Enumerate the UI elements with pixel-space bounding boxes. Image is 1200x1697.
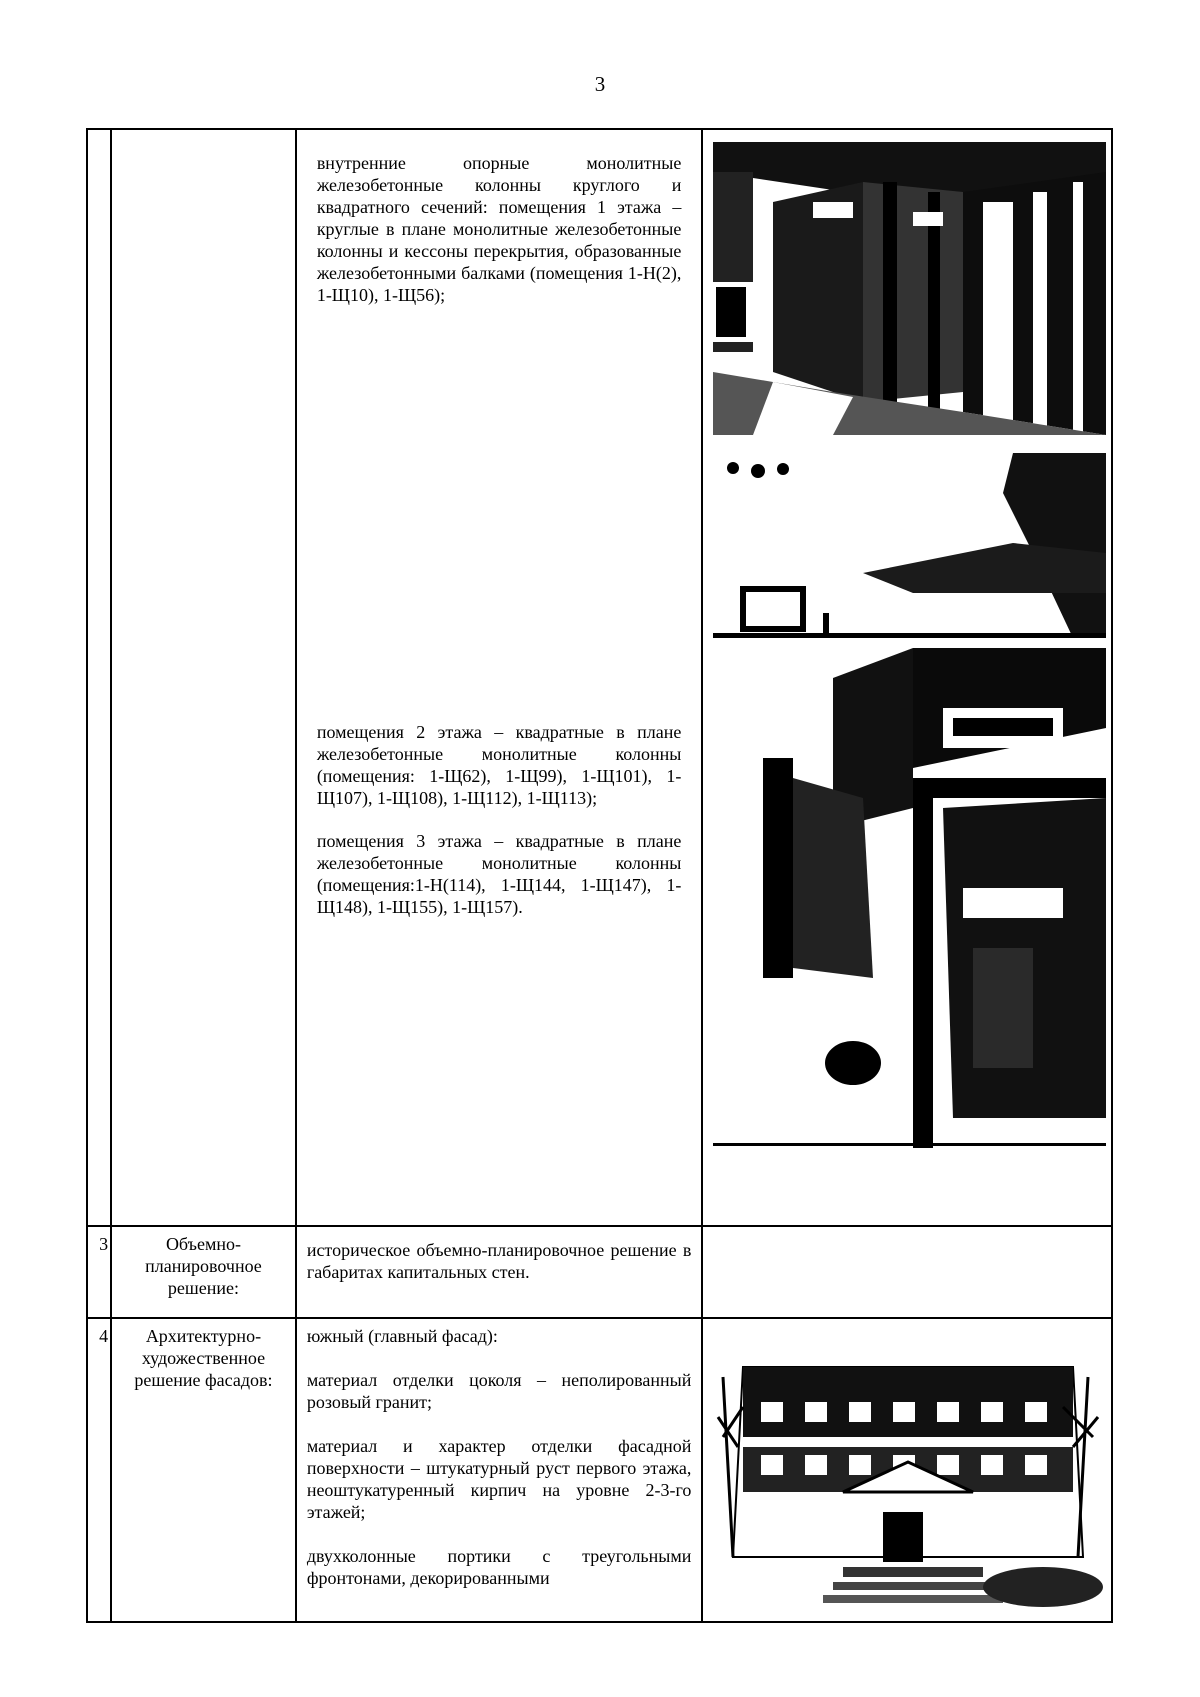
page-number: 3 (594, 72, 606, 96)
table-row (87, 1318, 1112, 1622)
row-photo-cell (702, 129, 1112, 1226)
photo-south-facade (713, 1327, 1106, 1617)
table-row (87, 129, 1112, 1226)
row-photo-cell (702, 1318, 1112, 1622)
row-description-cell (296, 1226, 703, 1318)
photo-round-columns (713, 142, 1106, 435)
paragraph-porticos: двухколонные портики с треугольными фронтонами, декорированными (306, 1546, 692, 1588)
paragraph-columns-floor3: помещения 3 этажа – квадратные в плане железобетонные монолитные колонны (помещения:1-Н(114), 1-Щ144, 1-Щ147), 1-Щ148), 1-Щ155), 1-Щ157). (316, 831, 682, 917)
photo-coffered-ceiling (713, 453, 1106, 638)
row-number-cell (87, 129, 111, 1226)
paragraph-columns-floor2: помещения 2 этажа – квадратные в плане железобетонные монолитные колонны (помещения: 1-Щ62), 1-Щ99), 1-Щ101), 1-Щ107), 1-Щ108), 1-Щ112), 1-Щ113); (316, 722, 682, 808)
row-photo-cell (702, 1226, 1112, 1318)
row-name-cell (111, 129, 296, 1226)
attributes-table (86, 128, 1113, 1623)
table-row (87, 1226, 1112, 1318)
row-name-cell: Архитектурно-художественное решение фасадов: (111, 1318, 296, 1622)
row-number-cell: 4 (87, 1318, 111, 1622)
paragraph-facade-heading: южный (главный фасад): (306, 1326, 498, 1346)
photo-square-columns (713, 648, 1106, 1161)
row-name-cell: Объемно-планировочное решение: (111, 1226, 296, 1318)
row-description-cell (296, 1318, 703, 1622)
paragraph-plinth: материал отделки цоколя – неполированный розовый гранит; (306, 1370, 692, 1412)
paragraph-columns-floor1: внутренние опорные монолитные железобетонные колонны круглого и квадратного сечений: помещения 1 этажа – круглые в плане монолитные железобетонные колонны и кессоны перекрытия, образованные железобетонными балками (помещения 1-Н(2), 1-Щ10), 1-Щ56); (316, 153, 682, 305)
paragraph-layout: историческое объемно-планировочное решение в габаритах капитальных стен. (306, 1240, 692, 1282)
paragraph-facade-surface: материал и характер отделки фасадной поверхности – штукатурный руст первого этажа, неоштукатуренный кирпич на уровне 2-3-го этажей; (306, 1436, 692, 1522)
row-number-cell: 3 (87, 1226, 111, 1318)
row-description-cell (296, 129, 703, 1226)
